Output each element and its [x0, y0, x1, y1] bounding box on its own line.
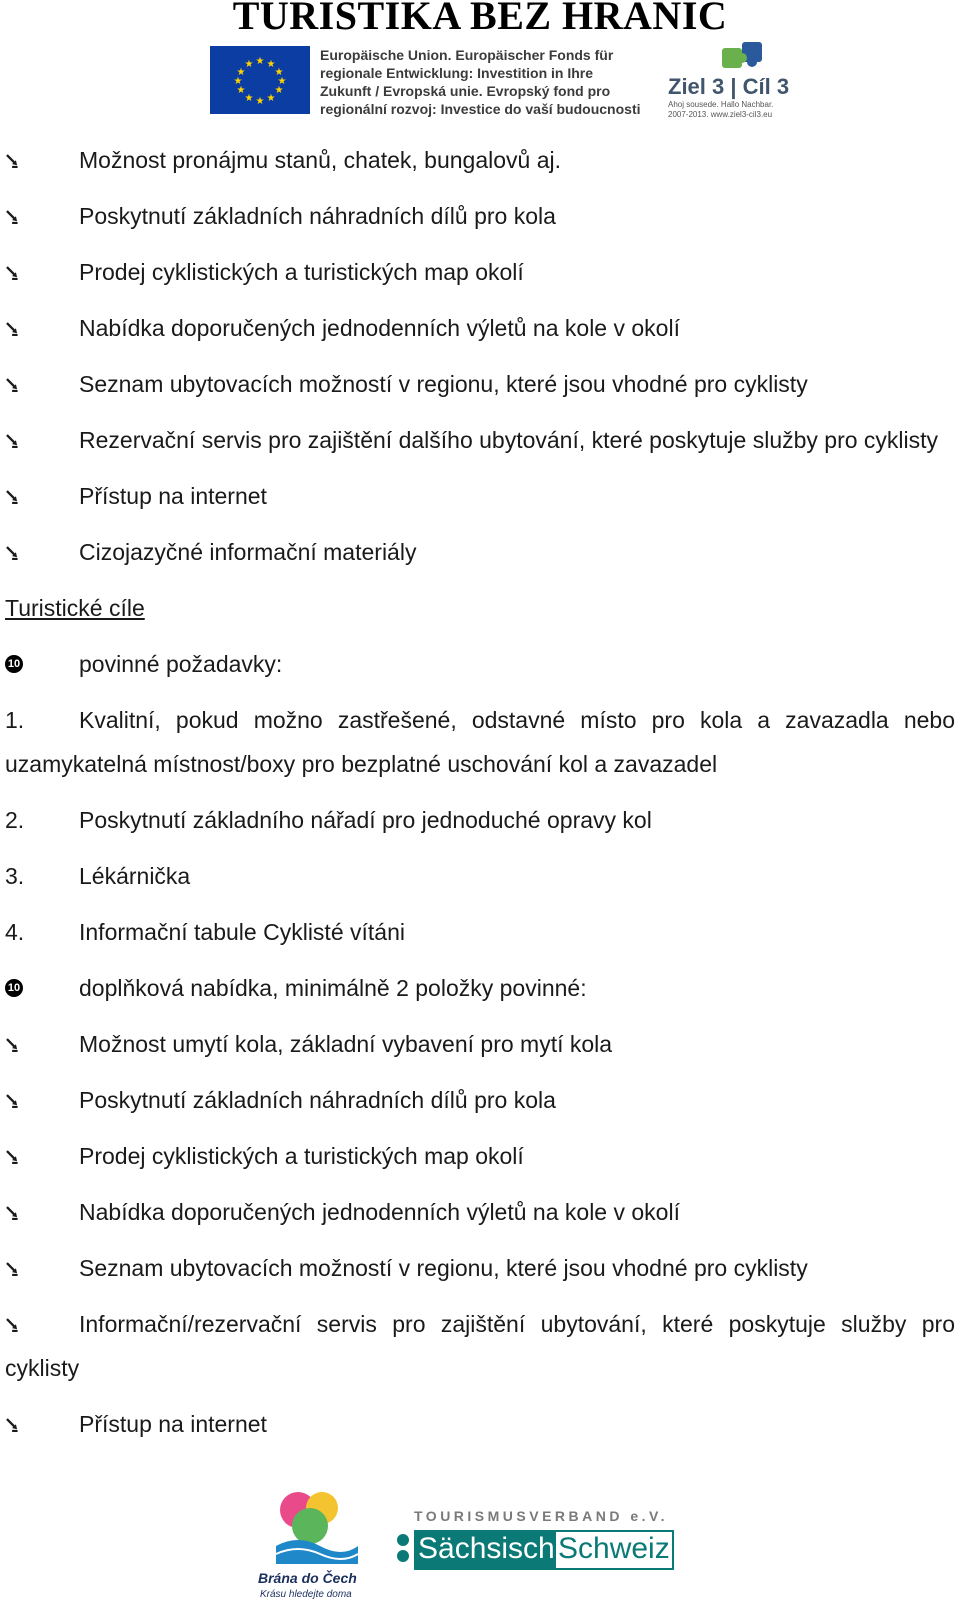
eu-text-line: regionale Entwicklung: Investition in Ihre: [320, 65, 594, 81]
eu-text-line: regionální rozvoj: Investice do vaší budoucnosti: [320, 101, 641, 117]
ziel-tagline-line: Ahoj sousede. Hallo Nachbar.: [668, 100, 774, 109]
arrow-bullet-icon: ⭸: [5, 1311, 19, 1336]
list-item-text: Prodej cyklistických a turistických map okolí: [79, 259, 524, 285]
list-item-text: Možnost umytí kola, základní vybavení pro mytí kola: [79, 1031, 613, 1057]
list-item-text: Přístup na internet: [79, 1411, 267, 1437]
list-item-text: Možnost pronájmu stanů, chatek, bungalovů aj.: [79, 147, 562, 173]
required-label-row: [0, 642, 960, 686]
arrow-bullet-icon: ⭸: [5, 259, 19, 284]
list-item: [0, 1246, 960, 1290]
section-heading: [0, 586, 960, 630]
puzzle-icon: [668, 40, 796, 76]
arrow-bullet-icon: ⭸: [5, 1411, 19, 1436]
list-item-text: Přístup na internet: [79, 483, 267, 509]
arrow-bullet-icon: ⭸: [5, 427, 19, 452]
document-body: [0, 138, 960, 1458]
numbered-item-text: Kvalitní, pokud možno zastřešené, odstavné místo pro kola a zavazadla nebo uzamykatelná místnost/boxy pro bezplatné uschování kol a zavazadel: [5, 707, 955, 777]
arrow-bullet-icon: ⭸: [5, 147, 19, 172]
required-label: povinné požadavky:: [79, 651, 283, 677]
section-heading-text: Turistické cíle: [5, 595, 145, 621]
item-number: 2.: [5, 807, 25, 833]
circled-ten-icon: 10: [5, 979, 23, 997]
list-item: [0, 1402, 960, 1446]
list-item: [0, 138, 960, 182]
list-item: [0, 418, 960, 462]
brana-do-cech-logo: [258, 1488, 368, 1608]
circled-ten-icon: 10: [5, 655, 23, 673]
svg-text:★: ★: [266, 93, 276, 104]
dots-icon: [392, 1532, 414, 1592]
item-number: 3.: [5, 863, 25, 889]
ziel-label: Ziel 3 | Cíl 3: [668, 74, 790, 99]
list-item-text: Poskytnutí základních náhradních dílů pro kola: [79, 203, 556, 229]
saechsische-schweiz-logo: [392, 1508, 682, 1608]
list-item: [0, 250, 960, 294]
ss-word-saechsische: Sächsische: [418, 1532, 572, 1565]
ziel-tagline-line: 2007-2013. www.ziel3-cil3.eu: [668, 110, 773, 119]
svg-text:★: ★: [236, 85, 246, 96]
eu-flag-logo: [210, 46, 310, 114]
list-item-text: Informační/rezervační servis pro zajištění ubytování, které poskytuje služby pro cyklisty: [5, 1311, 955, 1381]
optional-label-row: [0, 966, 960, 1010]
numbered-item: [0, 798, 960, 842]
list-item-text: Cizojazyčné informační materiály: [79, 539, 417, 565]
tourismusverband-label: TOURISMUSVERBAND e.V.: [414, 1508, 668, 1524]
arrow-bullet-icon: ⭸: [5, 1255, 19, 1280]
list-item-text: Nabídka doporučených jednodenních výletů na kole v okolí: [79, 315, 680, 341]
list-item: [0, 1022, 960, 1066]
list-item: [0, 1190, 960, 1234]
list-item: [0, 1078, 960, 1122]
item-number: 4.: [5, 919, 25, 945]
numbered-item: [0, 910, 960, 954]
list-item: [0, 1134, 960, 1178]
numbered-item: [0, 698, 960, 786]
list-item: [0, 474, 960, 518]
arrow-bullet-icon: ⭸: [5, 1031, 19, 1056]
numbered-item-text: Informační tabule Cyklisté vítáni: [79, 919, 405, 945]
arrow-bullet-icon: ⭸: [5, 1087, 19, 1112]
ziel-tagline: [668, 100, 773, 120]
svg-text:★: ★: [236, 67, 246, 78]
svg-text:★: ★: [244, 93, 254, 104]
list-item-text: Poskytnutí základních náhradních dílů pro kola: [79, 1087, 556, 1113]
numbered-item: [0, 854, 960, 898]
item-number: 1.: [5, 707, 25, 733]
brana-tagline: Krásu hledejte doma: [260, 1589, 352, 1600]
brana-emblem-icon: [258, 1488, 368, 1568]
svg-text:★: ★: [266, 59, 276, 70]
arrow-bullet-icon: ⭸: [5, 315, 19, 340]
list-item: [0, 306, 960, 350]
list-item: [0, 362, 960, 406]
arrow-bullet-icon: ⭸: [5, 1199, 19, 1224]
list-item: [0, 194, 960, 238]
eu-fund-text: [320, 46, 641, 118]
arrow-bullet-icon: ⭸: [5, 1143, 19, 1168]
ziel3-logo: [668, 40, 796, 122]
brana-label: Brána do Čech: [258, 1570, 357, 1586]
list-item: [0, 1302, 960, 1390]
arrow-bullet-icon: ⭸: [5, 539, 19, 564]
list-item-text: Nabídka doporučených jednodenních výletů na kole v okolí: [79, 1199, 680, 1225]
list-item-text: Seznam ubytovacích možností v regionu, které jsou vhodné pro cyklisty: [79, 1255, 808, 1281]
svg-text:★: ★: [244, 59, 254, 70]
svg-text:★: ★: [274, 67, 284, 78]
numbered-item-text: Poskytnutí základního nářadí pro jednoduché opravy kol: [79, 807, 652, 833]
list-item-text: Seznam ubytovacích možností v regionu, které jsou vhodné pro cyklisty: [79, 371, 808, 397]
arrow-bullet-icon: ⭸: [5, 203, 19, 228]
svg-text:★: ★: [255, 56, 265, 67]
list-item: [0, 530, 960, 574]
svg-text:★: ★: [277, 76, 287, 87]
list-item-text: Rezervační servis pro zajištění dalšího ubytování, které poskytuje služby pro cyklisty: [79, 427, 939, 453]
numbered-item-text: Lékárnička: [79, 863, 191, 889]
arrow-bullet-icon: ⭸: [5, 483, 19, 508]
svg-text:★: ★: [233, 76, 243, 87]
list-item-text: Prodej cyklistických a turistických map okolí: [79, 1143, 524, 1169]
svg-text:★: ★: [255, 96, 265, 107]
eu-text-line: Zukunft / Evropská unie. Evropský fond pro: [320, 83, 611, 99]
arrow-bullet-icon: ⭸: [5, 371, 19, 396]
optional-label: doplňková nabídka, minimálně 2 položky povinné:: [79, 975, 587, 1001]
eu-text-line: Europäische Union. Europäischer Fonds für: [320, 47, 614, 63]
svg-text:★: ★: [274, 85, 284, 96]
document-title: TURISTIKA BEZ HRANIC: [232, 0, 728, 38]
ss-word-schweiz: Schweiz: [558, 1532, 670, 1565]
